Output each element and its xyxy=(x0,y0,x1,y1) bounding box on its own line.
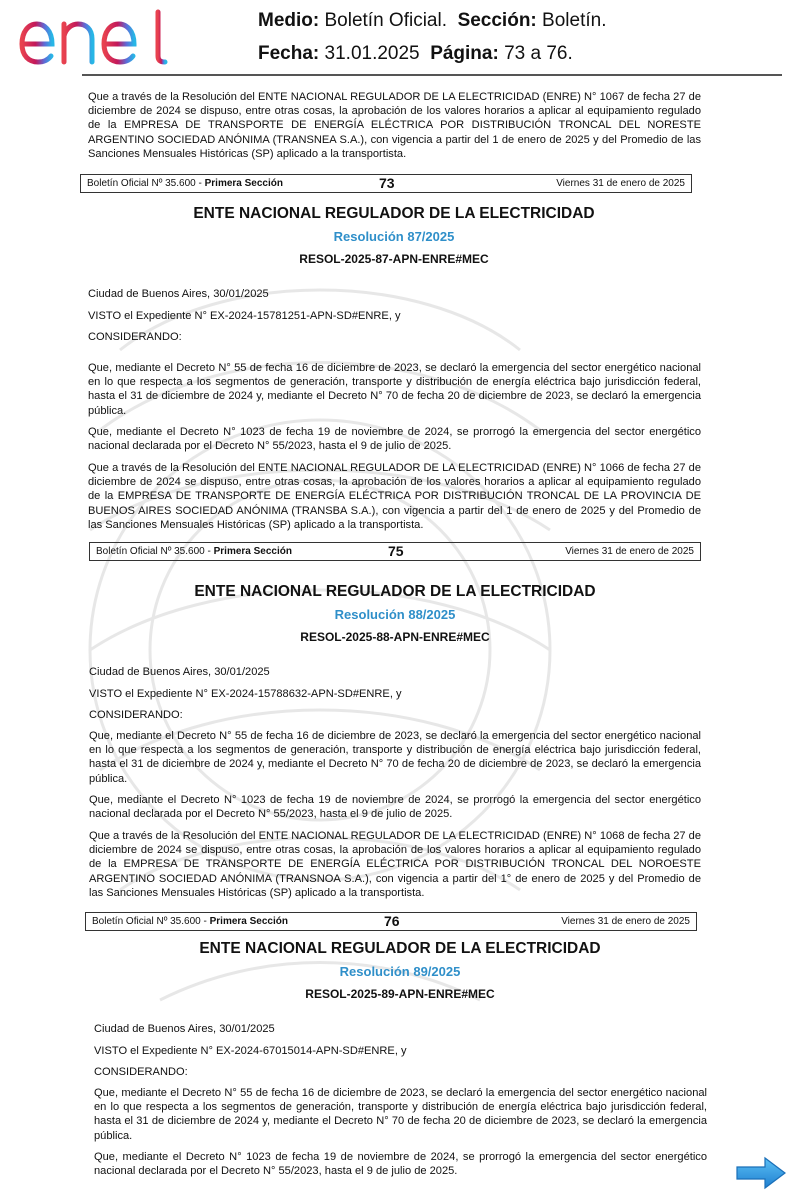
section-title: ENTE NACIONAL REGULADOR DE LA ELECTRICIDAD xyxy=(193,205,595,222)
bar-page-number: 76 xyxy=(384,913,400,929)
fecha-value: 31.01.2025 xyxy=(324,43,420,64)
resolution-code: RESOL-2025-89-APN-ENRE#MEC xyxy=(305,987,495,1001)
resolution-number: Resolución 87/2025 xyxy=(333,229,455,244)
pagina-value: 73 a 76. xyxy=(504,43,573,64)
considerando-label: CONSIDERANDO: xyxy=(89,709,183,721)
paragraph-1: Que, mediante el Decreto N° 55 de fecha 16 de diciembre de 2023, se declaró la emergencia del sector energético nacional en lo que respecta a los segmentos de generación, transporte y distribución de energía eléctrica bajo jurisdicción federal, hasta el 31 de diciembre de 2024 y, mediante el Decreto N° 70 de fecha 20 de diciembre de 2023, se declaró la emergencia pública. xyxy=(94,1087,707,1142)
resolution-number: Resolución 88/2025 xyxy=(334,607,456,622)
bar-date: Viernes 31 de enero de 2025 xyxy=(565,546,694,557)
considerando-label: CONSIDERANDO: xyxy=(88,331,182,343)
paragraph-1: Que, mediante el Decreto N° 55 de fecha 16 de diciembre de 2023, se declaró la emergencia del sector energético nacional en lo que respecta a los segmentos de generación, transporte y distribución de energía eléctrica bajo jurisdicción federal, hasta el 31 de diciembre de 2024 y, mediante el Decreto N° 70 de fecha 20 de diciembre de 2023, se declaró la emergencia pública. xyxy=(88,362,701,417)
paragraph-2: Que, mediante el Decreto N° 1023 de fecha 19 de noviembre de 2024, se prorrogó la emergencia del sector energético nacional declarada por el Decreto N° 55/2023, hasta el 9 de julio de 2025. xyxy=(88,426,701,453)
paragraph-2: Que, mediante el Decreto N° 1023 de fecha 19 de noviembre de 2024, se prorrogó la emergencia del sector energético nacional declarada por el Decreto N° 55/2023, hasta el 9 de julio de 2025. xyxy=(89,794,701,821)
paragraph-3: Que a través de la Resolución del ENTE NACIONAL REGULADOR DE LA ELECTRICIDAD (ENRE) N° 1066 de fecha 27 de diciembre de 2024 se dispuso, entre otras cosas, la aprobación de los valores horarios a aplicar al equipamiento regulado de la EMPRESA DE TRANSPORTE DE ENERGÍA ELÉCTRICA POR DISTRIBUCIÓN TRONCAL DE LA PROVINCIA DE BUENOS AIRES SOCIEDAD ANÓNIMA (TRANSBA S.A.), con vigencia a partir del 1 de enero de 2025 y del Promedio de las Sanciones Mensuales Históricas (SP) aplicado a la transportista. xyxy=(88,462,701,531)
medio-label: Medio: xyxy=(258,10,320,31)
city-date: Ciudad de Buenos Aires, 30/01/2025 xyxy=(94,1023,275,1035)
bar-date: Viernes 31 de enero de 2025 xyxy=(561,916,690,927)
resolution-number: Resolución 89/2025 xyxy=(339,964,461,979)
bar-publication: Boletín Oficial Nº 35.600 - Primera Sección xyxy=(87,178,283,189)
header-fecha-line xyxy=(258,43,573,65)
bar-page-number: 75 xyxy=(388,543,404,559)
bar-publication: Boletín Oficial Nº 35.600 - Primera Sección xyxy=(96,546,292,557)
visto-line: VISTO el Expediente N° EX-2024-15788632-APN-SD#ENRE, y xyxy=(89,688,402,700)
section-title: ENTE NACIONAL REGULADOR DE LA ELECTRICIDAD xyxy=(199,940,601,957)
visto-line: VISTO el Expediente N° EX-2024-15781251-APN-SD#ENRE, y xyxy=(88,310,401,322)
page-bar-73 xyxy=(80,174,692,193)
resolution-code: RESOL-2025-88-APN-ENRE#MEC xyxy=(300,630,490,644)
resolution-code: RESOL-2025-87-APN-ENRE#MEC xyxy=(299,252,489,266)
next-arrow-icon[interactable] xyxy=(735,1156,787,1190)
intro-paragraph: Que a través de la Resolución del ENTE NACIONAL REGULADOR DE LA ELECTRICIDAD (ENRE) N° 1067 de fecha 27 de diciembre de 2024 se dispuso, entre otras cosas, la aprobación de los valores horarios a aplicar al equipamiento regulado de la EMPRESA DE TRANSPORTE DE ENERGÍA ELÉCTRICA POR DISTRIBUCIÓN TRONCAL DEL NORESTE ARGENTINO SOCIEDAD ANÓNIMA (TRANSNEA S.A.), con vigencia a partir del 1 de enero de 2025 y del Promedio de las Sanciones Mensuales Históricas (SP) aplicado a la transportista. xyxy=(88,91,701,160)
header-medio-line xyxy=(258,10,606,32)
city-date: Ciudad de Buenos Aires, 30/01/2025 xyxy=(89,666,270,678)
seccion-label: Sección: xyxy=(457,10,537,31)
medio-value: Boletín Oficial. xyxy=(324,10,447,31)
paragraph-3: Que a través de la Resolución del ENTE NACIONAL REGULADOR DE LA ELECTRICIDAD (ENRE) N° 1068 de fecha 27 de diciembre de 2024 se dispuso, entre otras cosas, la aprobación de los valores horarios a aplicar al equipamiento regulado de la EMPRESA DE TRANSPORTE DE ENERGÍA ELÉCTRICA POR DISTRIBUCIÓN TRONCAL DEL NOROESTE ARGENTINO SOCIEDAD ANÓNIMA (TRANSNOA S.A.), con vigencia a partir del 1° de enero de 2025 y del Promedio de las Sanciones Mensuales Históricas (SP) aplicado a la transportista. xyxy=(89,830,701,899)
city-date: Ciudad de Buenos Aires, 30/01/2025 xyxy=(88,288,269,300)
clipping-header xyxy=(0,0,800,78)
pagina-label: Página: xyxy=(430,43,499,64)
paragraph-2: Que, mediante el Decreto N° 1023 de fecha 19 de noviembre de 2024, se prorrogó la emergencia del sector energético nacional declarada por el Decreto N° 55/2023, hasta el 9 de julio de 2025. xyxy=(94,1151,707,1178)
fecha-label: Fecha: xyxy=(258,43,320,64)
enel-logo xyxy=(18,6,170,68)
bar-publication: Boletín Oficial Nº 35.600 - Primera Sección xyxy=(92,916,288,927)
bar-date: Viernes 31 de enero de 2025 xyxy=(556,178,685,189)
paragraph-1: Que, mediante el Decreto N° 55 de fecha 16 de diciembre de 2023, se declaró la emergencia del sector energético nacional en lo que respecta a los segmentos de generación, transporte y distribución de energía eléctrica bajo jurisdicción federal, hasta el 31 de diciembre de 2024 y, mediante el Decreto N° 70 de fecha 20 de diciembre de 2023, se declaró la emergencia pública. xyxy=(89,730,701,785)
section-title: ENTE NACIONAL REGULADOR DE LA ELECTRICIDAD xyxy=(194,583,596,600)
page-bar-76 xyxy=(85,912,697,931)
seccion-value: Boletín. xyxy=(542,10,607,31)
page-bar-75 xyxy=(89,542,701,561)
visto-line: VISTO el Expediente N° EX-2024-67015014-APN-SD#ENRE, y xyxy=(94,1045,407,1057)
bar-page-number: 73 xyxy=(379,175,395,191)
header-divider xyxy=(82,74,782,76)
considerando-label: CONSIDERANDO: xyxy=(94,1066,188,1078)
